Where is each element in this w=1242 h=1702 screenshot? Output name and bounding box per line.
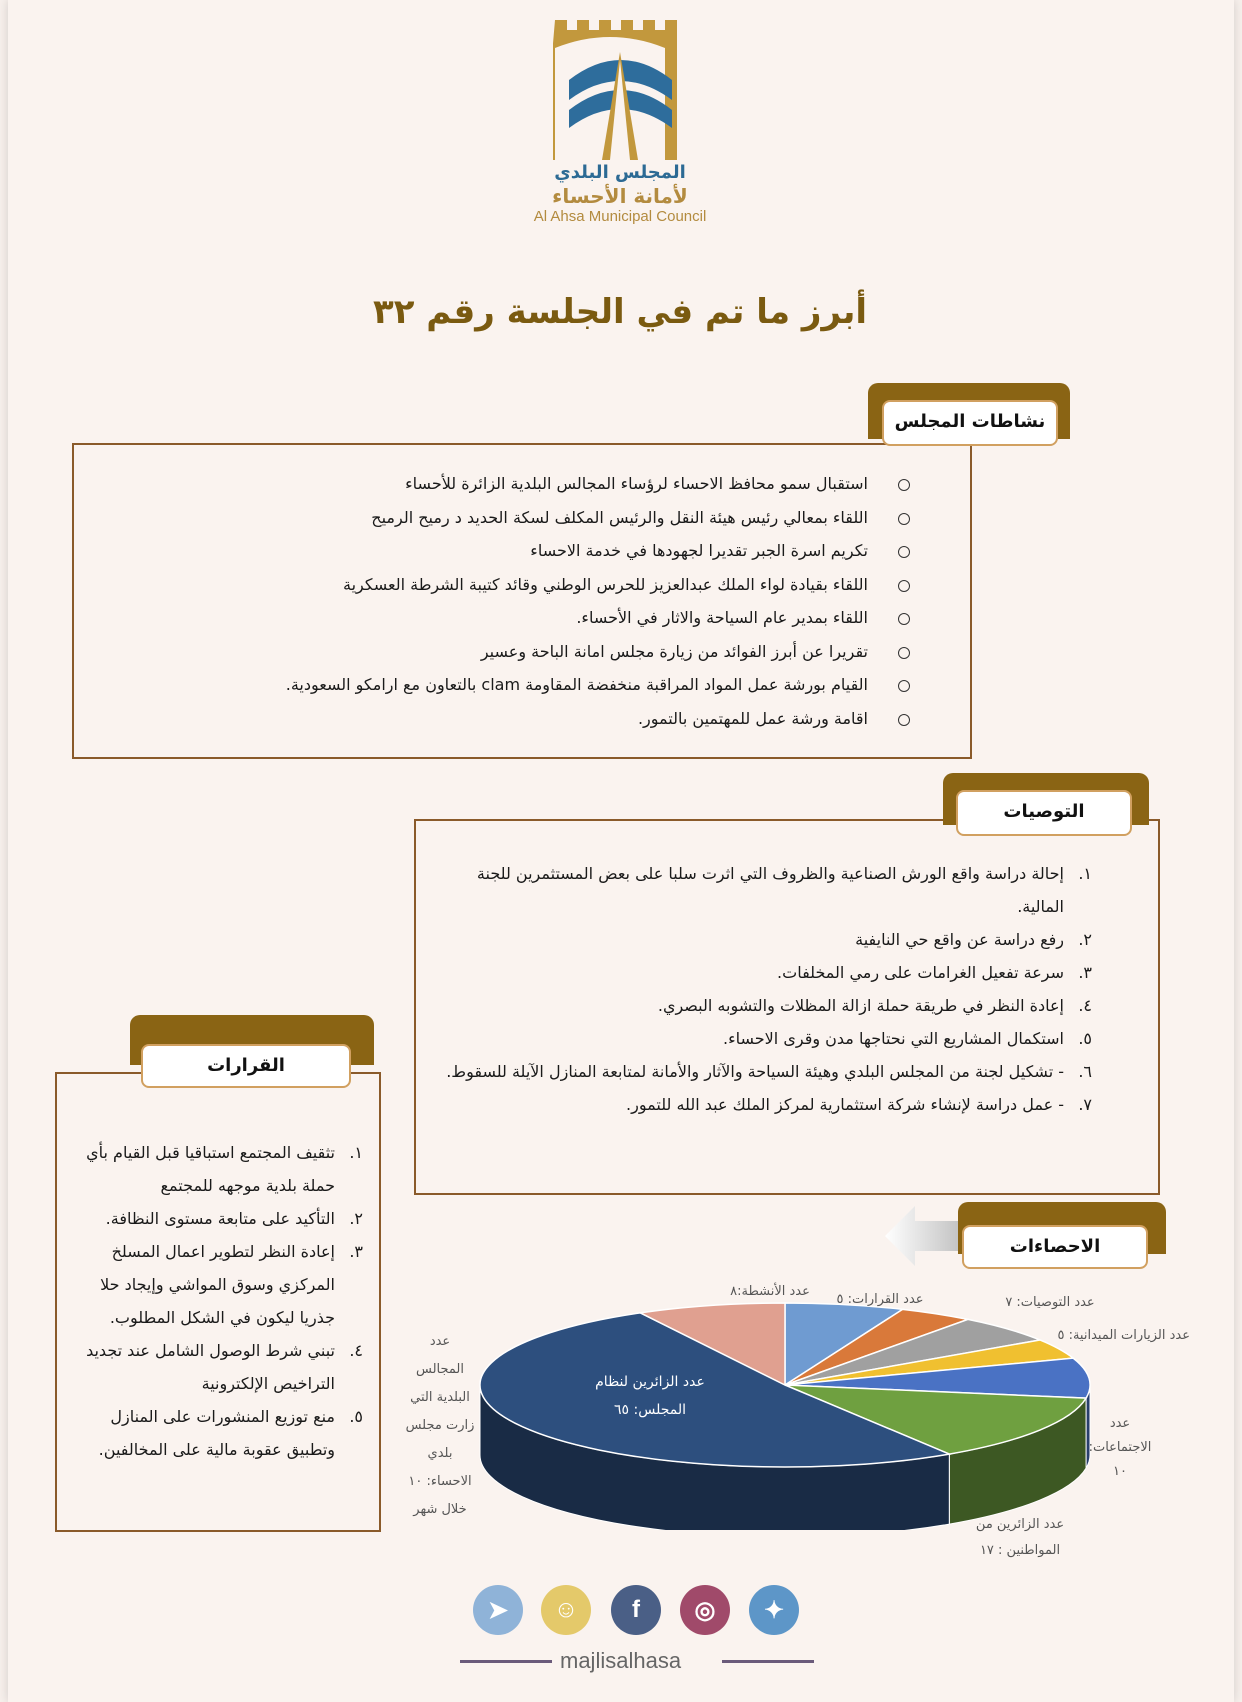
label-meetings: عدد الاجتماعات: ١٠ [1088,1416,1152,1479]
council-emblem-icon [553,20,688,160]
list-item: ١. تثقيف المجتمع استباقيا قبل القيام بأي حملة بلدية موجهه للمجتمع [86,1143,363,1195]
activities-box [72,443,972,759]
recommendations-heading: التوصيات [956,790,1132,836]
label-visiting-councils: عدد المجالس البلدية التي زارت مجلس بلدي الاحساء: ١٠ خلال شهر [405,1334,475,1517]
label-system-visitors: عدد الزائرين لنظام المجلس: ٦٥ [595,1374,705,1418]
council-logo [505,20,735,245]
list-item: ٧. - عمل دراسة لإنشاء شركة استثمارية لمركز الملك عبد الله للتمور. [626,1095,1092,1114]
list-item: اقامة ورشة عمل للمهتمين بالتمور. [118,702,918,736]
list-item: اللقاء بقيادة لواء الملك عبدالعزيز للحرس الوطني وقائد كتيبة الشرطة العسكرية [118,568,918,602]
arrow-left-icon [885,1206,965,1266]
list-item: تقريرا عن أبرز الفوائد من زيارة مجلس امانة الباحة وعسير [118,635,918,669]
list-item: ٦. - تشكيل لجنة من المجلس البلدي وهيئة السياحة والآثار والأمانة لمتابعة المنازل الآيلة للسقوط. [446,1062,1092,1081]
stats-heading: الاحصاءات [962,1225,1148,1269]
telegram-icon[interactable]: ➤ [473,1585,523,1635]
label-activities: عدد الأنشطة:٨ [730,1284,810,1299]
list-item: اللقاء بمدير عام السياحة والاثار في الأحساء. [118,601,918,635]
list-item: القيام بورشة عمل المواد المراقبة منخفضة المقاومة clam بالتعاون مع ارامكو السعودية. [118,668,918,702]
list-item: ٣. سرعة تفعيل الغرامات على رمي المخلفات. [777,963,1092,982]
label-citizen-visitors: عدد الزائرين من المواطنين : ١٧ [975,1517,1065,1558]
recommendations-list [432,857,1092,1121]
activities-list [118,467,918,735]
label-recommendations: عدد التوصيات: ٧ [1005,1295,1095,1310]
list-item: ٥. استكمال المشاريع التي نحتاجها مدن وقرى الاحساء. [723,1029,1092,1048]
list-item: ٥. منع توزيع المنشورات على المنازل وتطبيق عقوبة مالية على المخالفين. [98,1407,363,1459]
decisions-list [68,1136,363,1466]
list-item: ٢. رفع دراسة عن واقع حي النايفية [855,930,1092,949]
list-item: استقبال سمو محافظ الاحساء لرؤساء المجالس البلدية الزائرة للأحساء [118,467,918,501]
list-item: اللقاء بمعالي رئيس هيئة النقل والرئيس المكلف لسكة الحديد د رميح الرميح [118,501,918,535]
recommendations-box [414,819,1160,1195]
footer-rule-right [722,1660,814,1663]
list-item: ٤. تبني شرط الوصول الشامل عند تجديد التراخيص الإلكترونية [86,1341,363,1393]
decisions-box [55,1072,381,1532]
social-handle[interactable]: majlisalhasa [560,1648,682,1673]
logo-arabic-line2: لأمانة الأحساء [552,184,688,208]
facebook-icon[interactable]: f [611,1585,661,1635]
list-item: تكريم اسرة الجبر تقديرا لجهودها في خدمة الاحساء [118,534,918,568]
list-item: ٤. إعادة النظر في طريقة حملة ازالة المظلات والتشوبه البصري. [657,996,1092,1015]
label-decisions: عدد القرارات: ٥ [836,1292,924,1307]
list-item: ١. إحالة دراسة واقع الورش الصناعية والظروف التي اثرت سلبا على بعض المستثمرين للجنة المالية. [476,864,1092,916]
label-field-visits: عدد الزيارات الميدانية: ٥ [1057,1328,1190,1343]
list-item: ٢. التأكيد على متابعة مستوى النظافة. [105,1209,363,1228]
footer-rule-left [460,1660,552,1663]
snapchat-icon[interactable]: ☺ [541,1585,591,1635]
decisions-heading: القرارات [141,1044,351,1088]
logo-arabic-line1: المجلس البلدي [554,162,686,183]
instagram-icon[interactable]: ◎ [680,1585,730,1635]
activities-heading: نشاطات المجلس [882,400,1058,446]
twitter-icon[interactable]: ✦ [749,1585,799,1635]
list-item: ٣. إعادة النظر لتطوير اعمال المسلخ المركزي وسوق المواشي وإيجاد حلا جذريا ليكون في الشكل المطلوب. [100,1242,363,1327]
logo-english: Al Ahsa Municipal Council [533,208,707,225]
stats-pie-chart [470,1300,1100,1530]
page-title: أبرز ما تم في الجلسة رقم ٣٢ [372,292,868,332]
